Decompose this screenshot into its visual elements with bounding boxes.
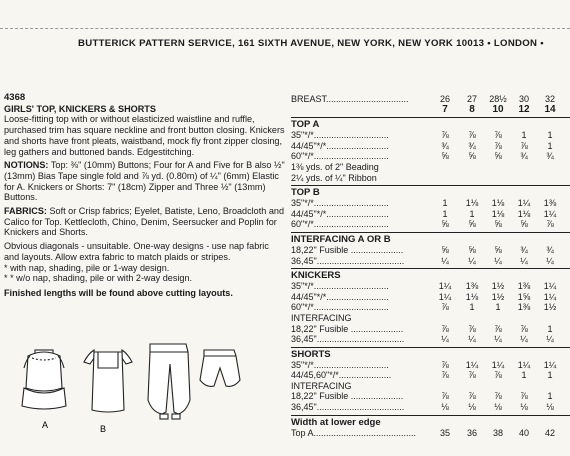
table-row (291, 130, 570, 141)
row-value: ⅞ (441, 391, 449, 402)
row-value: 1 (469, 208, 475, 219)
row-value: ¼ (441, 334, 449, 345)
row-value: ¾ (520, 151, 528, 162)
row-value: 1¼ (438, 291, 452, 302)
row-value: 1¼ (438, 281, 452, 292)
row-value: 1¼ (517, 198, 531, 209)
row-value: ⅞ (494, 323, 502, 334)
row-value: 1½ (543, 302, 557, 313)
row-value: ⅝ (494, 151, 502, 162)
row-label: 35"*/*.............................. (291, 198, 389, 209)
table-row (291, 256, 570, 267)
row-value: ⅞ (441, 370, 449, 381)
row-label: 18,22" Fusible ..................... (291, 323, 404, 334)
row-value: ¼ (546, 334, 554, 345)
row-value: ¼ (468, 255, 476, 266)
row-value: 1⅛ (465, 291, 479, 302)
row-value: 1¼ (543, 359, 557, 370)
row-value: ⅞ (546, 219, 554, 230)
table-row (291, 292, 570, 303)
row-value: 1⅜ (517, 281, 531, 292)
description-text: Loose-fitting top with or without elasticized waistline and ruffle, purchased trim has square neckline and front button closing. Knickers and shorts have front pleats, waistband, mock fly front zipper closing, leg gathers and buttoned bands. Edgestitching. (4, 114, 285, 157)
row-value: ⅛ (494, 402, 502, 413)
knickers-interfacing-label: INTERFACING (291, 312, 352, 323)
row-label: 60"*/*.............................. (291, 151, 389, 162)
row-value: 1 (442, 208, 448, 219)
row-value: 1⅜ (465, 281, 479, 292)
nap-note-1: * with nap, shading, pile or 1-way design. (4, 262, 170, 273)
section-shorts: SHORTS (291, 347, 570, 360)
row-value: 1⅛ (491, 198, 505, 209)
row-value: ⅞ (441, 359, 449, 370)
row-value: ¾ (441, 140, 449, 151)
row-value: ⅛ (441, 402, 449, 413)
row-value: 1½ (491, 291, 505, 302)
row-value: ⅞ (494, 391, 502, 402)
section-interfacing-ab: INTERFACING A OR B (291, 232, 570, 245)
row-value: ¾ (520, 244, 528, 255)
top-a-drawing (22, 350, 66, 409)
row-value: 1 (547, 130, 553, 141)
row-value: 1¼ (491, 359, 505, 370)
pattern-title: GIRLS' TOP, KNICKERS & SHORTS (4, 103, 156, 114)
row-value: ¼ (494, 255, 502, 266)
table-row (291, 334, 570, 345)
row-value: 1 (469, 302, 475, 313)
row-value: 1⅛ (491, 208, 505, 219)
row-label: Top A......................................... (291, 427, 417, 438)
row-value: ¼ (520, 334, 528, 345)
section-knickers: KNICKERS (291, 268, 570, 281)
table-row (291, 151, 570, 162)
row-value: ⅝ (468, 151, 476, 162)
beading-note: 1⅜ yds. of 2" Beading (291, 161, 379, 172)
row-value: ¼ (494, 334, 502, 345)
row-value: 1⅛ (517, 208, 531, 219)
row-value: ⅞ (468, 391, 476, 402)
row-value: ⅝ (494, 244, 502, 255)
notions-label: NOTIONS: (4, 160, 49, 171)
cut-line (0, 28, 570, 30)
row-label: 35"*/*.............................. (291, 130, 389, 141)
diagonals-text: Obvious diagonals - unsuitable. One-way designs - use nap fabric and layouts. Allow extra fabric to match plaids or stripes. (4, 241, 269, 262)
row-value: ⅛ (520, 402, 528, 413)
shorts-rows (291, 360, 570, 381)
knickers-drawing (148, 344, 190, 419)
row-value: ⅝ (468, 244, 476, 255)
table-row (291, 141, 570, 152)
row-value: 1 (547, 370, 553, 381)
row-value: ⅞ (468, 323, 476, 334)
row-value: 36 (466, 427, 477, 438)
row-value: 1¼ (543, 208, 557, 219)
knickers-interfacing-rows (291, 324, 570, 345)
row-value: ⅞ (468, 370, 476, 381)
publisher-header: BUTTERICK PATTERN SERVICE, 161 SIXTH AVENUE, NEW YORK, NEW YORK 10013 • LONDON • (78, 38, 544, 49)
row-value: ⅞ (494, 140, 502, 151)
row-value: 1¼ (517, 359, 531, 370)
section-top-b: TOP B (291, 185, 570, 198)
row-value: 40 (518, 427, 529, 438)
row-value: ⅛ (546, 402, 554, 413)
breast-row: BREAST................................. 26 27 28½ 30 32 (291, 94, 555, 104)
size-row: 7 8 10 12 14 (442, 103, 556, 115)
row-label: 18,22" Fusible ..................... (291, 391, 404, 402)
row-value: ¾ (546, 151, 554, 162)
row-label: 36,45"................................... (291, 402, 405, 413)
label-b: B (100, 424, 107, 434)
row-value: 38 (492, 427, 503, 438)
table-row (291, 370, 570, 381)
shorts-interfacing-rows (291, 391, 570, 412)
row-value: 35 (439, 427, 450, 438)
row-value: ⅝ (441, 244, 449, 255)
row-value: ⅞ (520, 323, 528, 334)
row-value: ⅞ (468, 130, 476, 141)
table-row (291, 245, 570, 256)
row-value: 1¼ (543, 291, 557, 302)
row-label: 44/45,60"*/*..................... (291, 370, 392, 381)
interfacing-ab-rows (291, 245, 570, 266)
row-value: 1 (495, 302, 501, 313)
table-row (291, 391, 570, 402)
row-label: 36,45"................................... (291, 334, 405, 345)
row-value: ¼ (546, 255, 554, 266)
top-a-rows (291, 130, 570, 162)
row-label: 44/45"*/*......................... (291, 291, 389, 302)
row-label: 35"*/*.............................. (291, 281, 389, 292)
table-row (291, 198, 570, 209)
top-b-drawing (84, 350, 132, 412)
table-row (291, 209, 570, 220)
row-value: ⅞ (494, 370, 502, 381)
row-value: ¼ (468, 334, 476, 345)
notions-text: Top: ⅜" (10mm) Buttons; Four for A and Five for B also ½" (13mm) Bias Tape single fold and ⅞ yd. (0.80m) of ¼" (6mm) Elastic for A. Knickers or Shorts: 7" (18cm) Zipper and Three ½" (13mm) Buttons. (4, 160, 285, 203)
table-row (291, 402, 570, 413)
section-top-a: TOP A (291, 117, 570, 130)
row-value: ¾ (546, 244, 554, 255)
garment-illustrations (20, 340, 280, 456)
nap-note-2: * * w/o nap, shading, pile or with 2-way design. (4, 273, 193, 284)
row-label: 44/45"*/*......................... (291, 208, 389, 219)
row-value: ⅞ (520, 391, 528, 402)
row-label: 44/45"*/*......................... (291, 140, 389, 151)
row-value: 1¼ (465, 359, 479, 370)
width-rows (291, 428, 570, 439)
row-value: ⅞ (520, 140, 528, 151)
row-value: ¾ (468, 140, 476, 151)
row-value: ⅛ (468, 402, 476, 413)
shorts-drawing (200, 350, 240, 386)
table-row (291, 360, 570, 371)
row-value: ⅞ (441, 302, 449, 313)
knickers-rows (291, 281, 570, 313)
row-value: ⅝ (494, 219, 502, 230)
section-width: Width at lower edge (291, 415, 570, 428)
row-value: ¼ (441, 255, 449, 266)
row-value: ⅞ (494, 130, 502, 141)
fabrics-label: FABRICS: (4, 206, 47, 217)
pattern-number: 4368 (4, 92, 26, 103)
row-value: ⅞ (441, 130, 449, 141)
row-value: 1 (547, 323, 553, 334)
row-value: 1 (547, 140, 553, 151)
row-value: ¼ (520, 255, 528, 266)
table-row (291, 428, 570, 439)
fabrics-text: Soft or Crisp fabrics; Eyelet, Batiste, Leno, Broadcloth and Calico for Top. Kettlecloth, Chino, Denim, Seersucker and Poplin for Knickers and Shorts. (4, 206, 285, 238)
row-value: 1⅝ (517, 291, 531, 302)
row-value: 42 (544, 427, 555, 438)
row-value: ⅝ (441, 219, 449, 230)
row-value: ⅝ (468, 219, 476, 230)
label-a: A (42, 420, 49, 430)
table-row (291, 302, 570, 313)
row-value: ⅝ (441, 151, 449, 162)
table-row (291, 281, 570, 292)
row-value: 1⅛ (465, 198, 479, 209)
row-label: 60"*/*.............................. (291, 302, 389, 313)
row-value: 1½ (491, 281, 505, 292)
row-value: 1 (442, 198, 448, 209)
table-row (291, 324, 570, 335)
row-value: ⅝ (520, 219, 528, 230)
finished-lengths-note: Finished lengths will be found above cutting layouts. (4, 287, 233, 298)
table-row (291, 219, 570, 230)
row-value: ⅞ (441, 323, 449, 334)
row-value: 1¼ (543, 281, 557, 292)
row-label: 60"*/*.............................. (291, 219, 389, 230)
shorts-interfacing-label: INTERFACING (291, 380, 352, 391)
row-value: 1 (547, 391, 553, 402)
pattern-description (4, 92, 286, 302)
row-label: 36,45"................................... (291, 255, 405, 266)
top-b-rows (291, 198, 570, 230)
row-value: 1 (521, 370, 527, 381)
row-value: 1⅜ (517, 302, 531, 313)
row-label: 35"*/*.............................. (291, 359, 389, 370)
row-value: 1⅜ (543, 198, 557, 209)
row-value: 1 (521, 130, 527, 141)
yardage-table (291, 94, 570, 438)
row-label: 18,22" Fusible ..................... (291, 244, 404, 255)
ribbon-note: 2¼ yds. of ¼" Ribbon (291, 172, 377, 183)
